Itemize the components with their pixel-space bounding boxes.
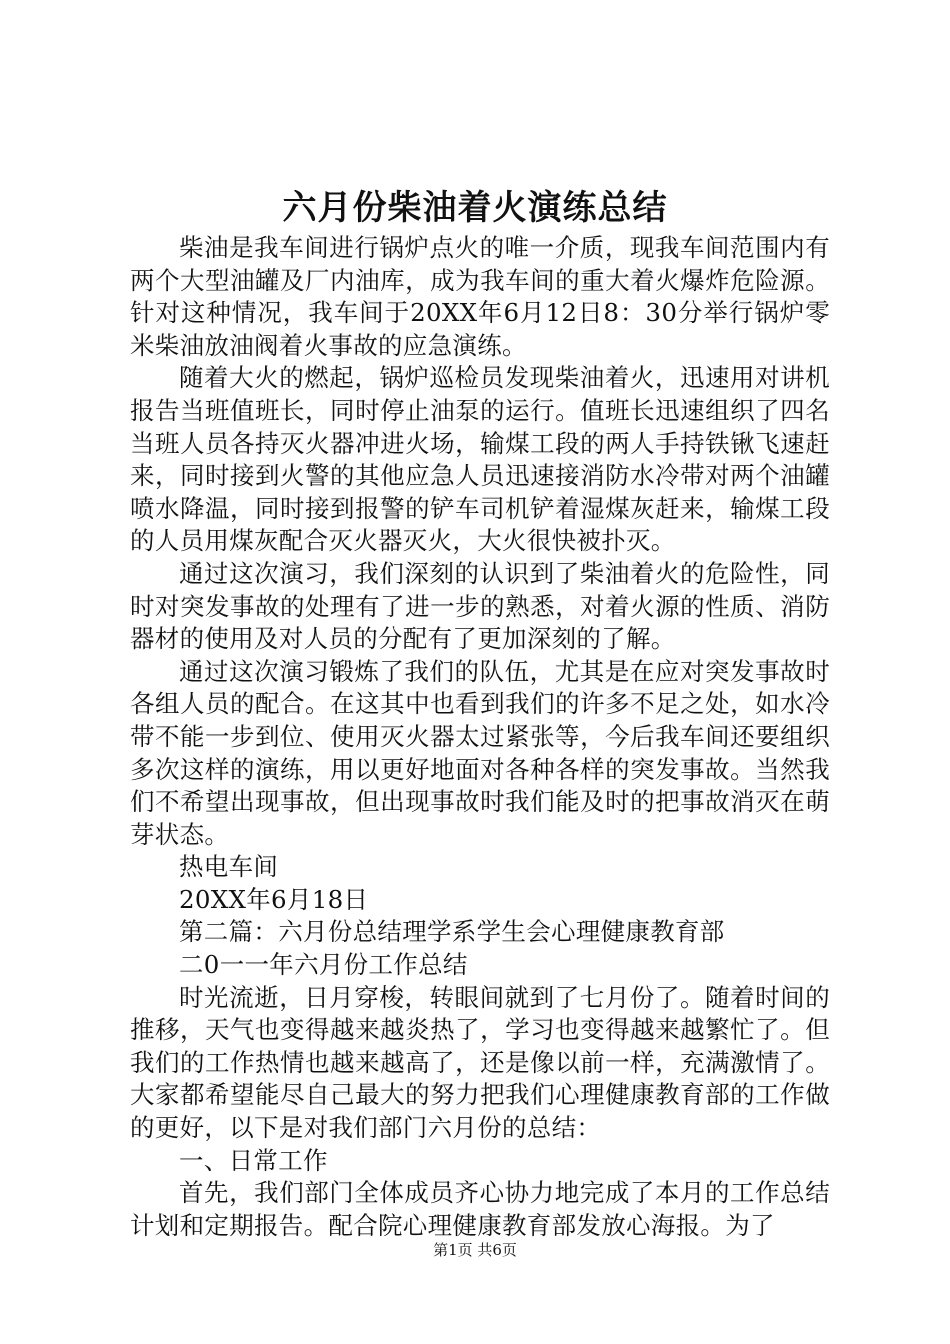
signature-date: 20XX年6月18日	[179, 884, 369, 914]
paragraph: 随着大火的燃起，锅炉巡检员发现柴油着火，迅速用对讲机报告当班值班长，同时停止油泵的运行。值班长迅速组织了四名当班人员各持灭火器冲进火场，输煤工段的两人手持铁锹飞速赶来，同时接到火警的其他应急人员迅速接消防水冷带对两个油罐喷水降温，同时接到报警的铲车司机铲着湿煤灰赶来，输煤工段的人员用煤灰配合灭火器灭火，大火很快被扑灭。	[130, 363, 830, 556]
page-number-footer: 第1页 共6页	[433, 1241, 517, 1259]
document-body	[130, 232, 830, 1242]
section-subheading: 二0一一年六月份工作总结	[179, 950, 468, 980]
document-title: 六月份柴油着火演练总结	[282, 188, 668, 228]
paragraph: 通过这次演习，我们深刻的认识到了柴油着火的危险性，同时对突发事故的处理有了进一步的熟悉，对着火源的性质、消防器材的使用及对人员的分配有了更加深刻的了解。	[130, 558, 830, 654]
signature-department: 热电车间	[179, 852, 279, 882]
paragraph: 通过这次演习锻炼了我们的队伍，尤其是在应对突发事故时各组人员的配合。在这其中也看到我们的许多不足之处，如水冷带不能一步到位、使用灭火器太过紧张等，今后我车间还要组织多次这样的演练，用以更好地面对各种各样的突发事故。当然我们不希望出现事故，但出现事故时我们能及时的把事故消灭在萌芽状态。	[130, 656, 830, 849]
paragraph: 柴油是我车间进行锅炉点火的唯一介质，现我车间范围内有两个大型油罐及厂内油库，成为我车间的重大着火爆炸危险源。针对这种情况，我车间于20XX年6月12日8：30分举行锅炉零米柴油放油阀着火事故的应急演练。	[130, 233, 830, 360]
paragraph: 时光流逝，日月穿梭，转眼间就到了七月份了。随着时间的推移，天气也变得越来越炎热了，学习也变得越来越繁忙了。但我们的工作热情也越来越高了，还是像以前一样，充满激情了。大家都希望能尽自己最大的努力把我们心理健康教育部的工作做的更好，以下是对我们部门六月份的总结：	[130, 982, 830, 1143]
list-heading: 一、日常工作	[179, 1145, 328, 1175]
paragraph: 首先，我们部门全体成员齐心协力地完成了本月的工作总结计划和定期报告。配合院心理健康教育部发放心海报。为了	[130, 1178, 830, 1240]
section-heading: 第二篇：六月份总结理学系学生会心理健康教育部	[179, 917, 725, 947]
